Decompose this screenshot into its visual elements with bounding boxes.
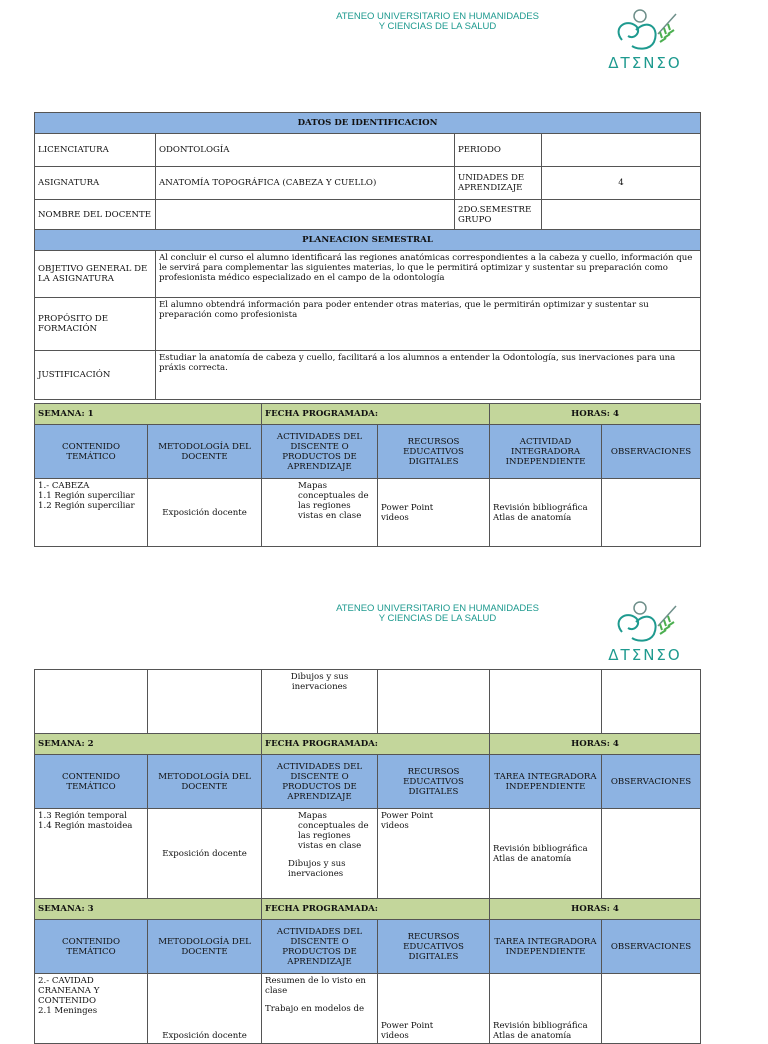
col-actividad-integradora: ACTIVIDAD INTEGRADORA INDEPENDIENTE [490, 425, 602, 479]
semana-3-actividades-a: Resumen de lo visto en clase [265, 976, 366, 996]
col-actividades: ACTIVIDADES DEL DISCENTE O PRODUCTOS DE APRENDIZAJE [262, 920, 378, 974]
identification-table [34, 112, 701, 400]
col-contenido: CONTENIDO TEMÁTICO [35, 920, 148, 974]
col-recursos: RECURSOS EDUCATIVOS DIGITALES [378, 425, 490, 479]
semana-3-actividades [262, 974, 378, 1044]
semana-3-actividades-b: Trabajo en modelos de [265, 1004, 365, 1014]
semana-3-metodologia: Exposición docente [148, 974, 262, 1044]
objetivo-label: OBJETIVO GENERAL DE LA ASIGNATURA [35, 251, 156, 298]
institution-line-2: Y CIENCIAS DE LA SALUD [378, 613, 497, 624]
semana-2-3-table [34, 669, 701, 1044]
docente-value [156, 200, 455, 230]
col-actividades: ACTIVIDADES DEL DISCENTE O PRODUCTOS DE APRENDIZAJE [262, 425, 378, 479]
semana-1-label: SEMANA: 1 [35, 404, 262, 425]
col-observaciones: OBSERVACIONES [602, 920, 701, 974]
logo-wordmark: ΔΤΣΝΣΟ [608, 54, 682, 72]
col-actividades: ACTIVIDADES DEL DISCENTE O PRODUCTOS DE APRENDIZAJE [262, 755, 378, 809]
proposito-label: PROPÓSITO DE FORMACIÓN [35, 298, 156, 351]
institution-line-1: ATENEO UNIVERSITARIO EN HUMANIDADES [336, 603, 539, 614]
docente-label: NOMBRE DEL DOCENTE [35, 200, 156, 230]
institution-header-2 [330, 592, 705, 672]
asignatura-label: ASIGNATURA [35, 167, 156, 200]
semana-3-horas: HORAS: 4 [490, 899, 701, 920]
semana-3-integradora: Revisión bibliográfica Atlas de anatomía [490, 974, 602, 1044]
col-observaciones: OBSERVACIONES [602, 755, 701, 809]
continuation-actividades: Dibujos y sus inervaciones [262, 670, 378, 734]
semana-2-fecha: FECHA PROGRAMADA: [262, 734, 490, 755]
semana-1-metodologia: Exposición docente [148, 479, 262, 547]
proposito-text: El alumno obtendrá información para poder entender otras materias, que le permitirán optimizar y sustentar su preparación como profesionista [156, 298, 701, 351]
institution-header [330, 0, 705, 80]
col-tarea-integradora: TAREA INTEGRADORA INDEPENDIENTE [490, 920, 602, 974]
semana-1-integradora: Revisión bibliográfica Atlas de anatomía [490, 479, 602, 547]
semana-3-contenido: 2.- CAVIDAD CRANEANA Y CONTENIDO 2.1 Meninges [35, 974, 148, 1044]
periodo-label: PERIODO [455, 134, 542, 167]
semana-1-actividades: Mapas conceptuales de las regiones vistas en clase [262, 479, 378, 547]
semana-1-observaciones [602, 479, 701, 547]
semestre-value [542, 200, 701, 230]
semana-2-integradora: Revisión bibliográfica Atlas de anatomía [490, 809, 602, 899]
institution-name-2 [330, 604, 545, 624]
col-recursos: RECURSOS EDUCATIVOS DIGITALES [378, 755, 490, 809]
planeacion-title: PLANEACION SEMESTRAL [35, 230, 701, 251]
col-metodologia: METODOLOGÍA DEL DOCENTE [148, 755, 262, 809]
semana-2-horas: HORAS: 4 [490, 734, 701, 755]
semestre-label: 2DO.SEMESTRE GRUPO [455, 200, 542, 230]
unidades-label: UNIDADES DE APRENDIZAJE [455, 167, 542, 200]
ident-title: DATOS DE IDENTIFICACION [35, 113, 701, 134]
col-recursos: RECURSOS EDUCATIVOS DIGITALES [378, 920, 490, 974]
semana-2-contenido: 1.3 Región temporal 1.4 Región mastoidea [35, 809, 148, 899]
objetivo-text: Al concluir el curso el alumno identificará las regiones anatómicas correspondientes a la cabeza y cuello, información que le servirá para complementar las siguientes materias, lo que le permitirá optimizar y sustentar su preparación como profesionista médico especializado en el campo de la odontología [156, 251, 701, 298]
justificacion-label: JUSTIFICACIÓN [35, 351, 156, 400]
unidades-value: 4 [542, 167, 701, 200]
semana-2-actividades [262, 809, 378, 899]
licenciatura-value: ODONTOLOGÍA [156, 134, 455, 167]
semana-2-metodologia: Exposición docente [148, 809, 262, 899]
col-contenido: CONTENIDO TEMÁTICO [35, 425, 148, 479]
col-tarea-integradora: TAREA INTEGRADORA INDEPENDIENTE [490, 755, 602, 809]
col-metodologia: METODOLOGÍA DEL DOCENTE [148, 425, 262, 479]
semana-3-recursos: Power Point videos [378, 974, 490, 1044]
semana-3-label: SEMANA: 3 [35, 899, 262, 920]
col-contenido: CONTENIDO TEMÁTICO [35, 755, 148, 809]
semana-1-fecha: FECHA PROGRAMADA: [262, 404, 490, 425]
semana-1-horas: HORAS: 4 [490, 404, 701, 425]
semana-1-recursos: Power Point videos [378, 479, 490, 547]
col-observaciones: OBSERVACIONES [602, 425, 701, 479]
semana-2-observaciones [602, 809, 701, 899]
institution-line-1: ATENEO UNIVERSITARIO EN HUMANIDADES [336, 11, 539, 22]
justificacion-text: Estudiar la anatomía de cabeza y cuello, facilitará a los alumnos a entender la Odontología, sus inervaciones para una práxis correcta. [156, 351, 701, 400]
col-metodologia: METODOLOGÍA DEL DOCENTE [148, 920, 262, 974]
logo-wordmark-2: ΔΤΣΝΣΟ [608, 646, 682, 664]
semana-1-table [34, 403, 701, 547]
semana-2-actividades-a: Mapas conceptuales de las regiones vistas en clase [298, 811, 369, 851]
semana-2-label: SEMANA: 2 [35, 734, 262, 755]
semana-3-fecha: FECHA PROGRAMADA: [262, 899, 490, 920]
institution-name [330, 12, 545, 32]
semana-1-contenido: 1.- CABEZA 1.1 Región superciliar 1.2 Región superciliar [35, 479, 148, 547]
institution-line-2: Y CIENCIAS DE LA SALUD [378, 21, 497, 32]
semana-2-actividades-b: Dibujos y sus inervaciones [288, 859, 346, 879]
licenciatura-label: LICENCIATURA [35, 134, 156, 167]
asignatura-value: ANATOMÍA TOPOGRÁFICA (CABEZA Y CUELLO) [156, 167, 455, 200]
semana-2-recursos: Power Point videos [378, 809, 490, 899]
periodo-value [542, 134, 701, 167]
page-2 [0, 592, 768, 1041]
